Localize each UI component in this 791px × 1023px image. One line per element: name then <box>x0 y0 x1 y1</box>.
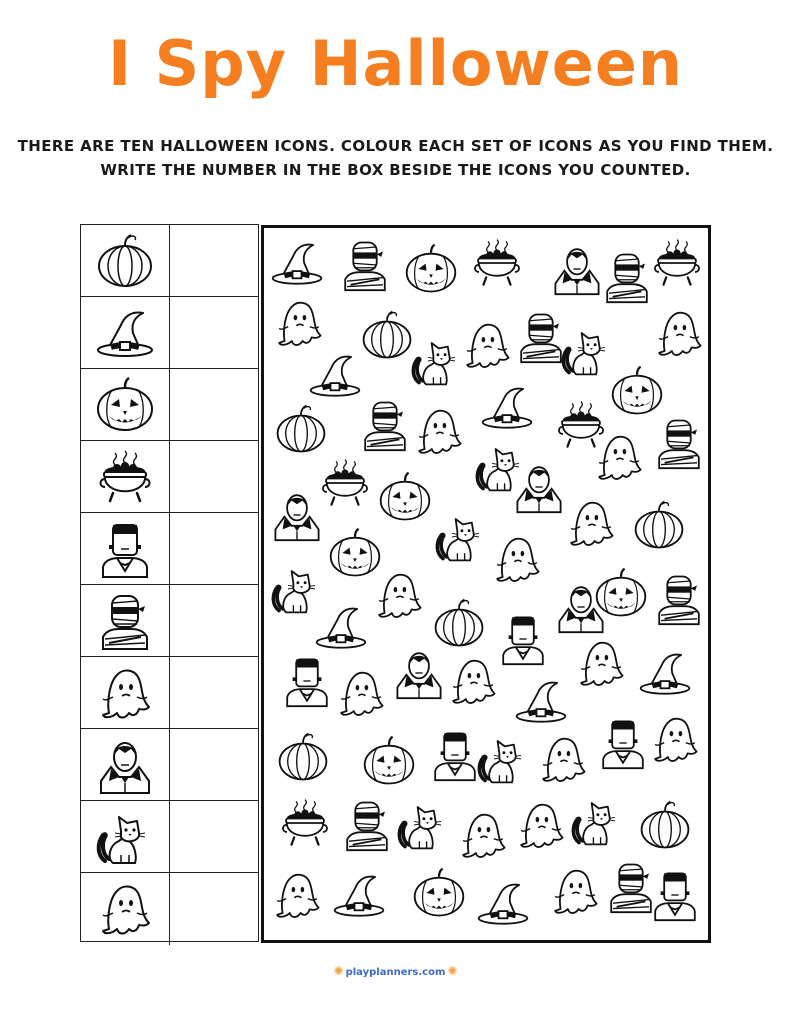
jack-o-lantern-icon[interactable] <box>362 734 416 788</box>
pumpkin-icon <box>95 231 155 291</box>
witch-hat-icon[interactable] <box>514 674 568 728</box>
pumpkin-icon[interactable] <box>638 798 692 852</box>
frankenstein-icon <box>95 519 155 579</box>
count-box-cat[interactable] <box>170 801 258 872</box>
cat-icon <box>95 807 155 867</box>
jack-o-lantern-icon[interactable] <box>594 566 648 620</box>
cauldron-icon[interactable] <box>318 456 372 510</box>
witch-hat-icon[interactable] <box>308 348 362 402</box>
mummy-icon[interactable] <box>358 398 412 452</box>
brand-logo[interactable] <box>326 962 466 980</box>
ghost-icon[interactable] <box>648 712 702 766</box>
jack-o-lantern-icon[interactable] <box>404 242 458 296</box>
pumpkin-icon[interactable] <box>360 308 414 362</box>
ghost-icon[interactable] <box>514 798 568 852</box>
ghost-icon[interactable] <box>270 868 324 922</box>
count-box-jack-o-lantern[interactable] <box>170 369 258 440</box>
ghost-icon <box>95 879 155 939</box>
witch-hat-icon[interactable] <box>476 876 530 930</box>
pumpkin-icon[interactable] <box>274 402 328 456</box>
cauldron-icon[interactable] <box>278 796 332 850</box>
ghost-icon[interactable] <box>460 318 514 372</box>
tally-row-pumpkin <box>81 225 258 297</box>
cat-icon[interactable] <box>476 732 530 786</box>
ghost-icon[interactable] <box>574 636 628 690</box>
vampire-icon[interactable] <box>550 242 604 296</box>
vampire-icon[interactable] <box>512 460 566 514</box>
frankenstein-icon[interactable] <box>428 728 482 782</box>
jack-o-lantern-icon[interactable] <box>378 470 432 524</box>
instructions-line-1: THERE ARE TEN HALLOWEEN ICONS. COLOUR EACH SET OF ICONS AS YOU FIND THEM. <box>17 137 774 155</box>
mummy-icon <box>95 591 155 651</box>
tally-row-frankenstein <box>81 513 258 585</box>
count-box-ghost[interactable] <box>170 657 258 728</box>
cat-icon[interactable] <box>434 510 488 564</box>
count-box-pumpkin[interactable] <box>170 225 258 296</box>
ghost-icon[interactable] <box>446 654 500 708</box>
cauldron-icon[interactable] <box>650 236 704 290</box>
count-box-witch-hat[interactable] <box>170 297 258 368</box>
jack-o-lantern-icon[interactable] <box>610 364 664 418</box>
cat-icon[interactable] <box>396 798 450 852</box>
cauldron-icon[interactable] <box>470 236 524 290</box>
search-field <box>261 225 711 943</box>
vampire-icon[interactable] <box>392 646 446 700</box>
tally-row-cat <box>81 801 258 873</box>
sparkle-icon: ✺ <box>333 964 344 978</box>
tally-row-vampire <box>81 729 258 801</box>
count-box-cauldron[interactable] <box>170 441 258 512</box>
count-box-mummy[interactable] <box>170 585 258 656</box>
jack-o-lantern-icon <box>95 375 155 435</box>
cat-icon[interactable] <box>560 324 614 378</box>
mummy-icon[interactable] <box>340 798 394 852</box>
witch-hat-icon <box>95 303 155 363</box>
witch-hat-icon[interactable] <box>638 646 692 700</box>
pumpkin-icon[interactable] <box>276 730 330 784</box>
page-title: I Spy Halloween <box>107 27 684 100</box>
ghost-icon[interactable] <box>592 430 646 484</box>
ghost-icon <box>95 663 155 723</box>
frankenstein-icon[interactable] <box>648 868 702 922</box>
sparkle-icon: ✺ <box>447 964 458 978</box>
cauldron-icon <box>95 447 155 507</box>
frankenstein-icon[interactable] <box>596 716 650 770</box>
ghost-icon[interactable] <box>536 732 590 786</box>
footer <box>0 960 791 980</box>
frankenstein-icon[interactable] <box>280 654 334 708</box>
jack-o-lantern-icon[interactable] <box>412 866 466 920</box>
count-box-frankenstein[interactable] <box>170 513 258 584</box>
ghost-icon[interactable] <box>548 864 602 918</box>
witch-hat-icon[interactable] <box>270 236 324 290</box>
tally-row-ghost <box>81 657 258 729</box>
mummy-icon[interactable] <box>338 238 392 292</box>
instructions <box>0 134 791 182</box>
tally-row-witch-hat <box>81 297 258 369</box>
ghost-icon[interactable] <box>564 496 618 550</box>
witch-hat-icon[interactable] <box>480 380 534 434</box>
count-box-vampire[interactable] <box>170 729 258 800</box>
ghost-icon[interactable] <box>652 306 706 360</box>
witch-hat-icon[interactable] <box>314 600 368 654</box>
ghost-icon[interactable] <box>372 568 426 622</box>
count-box-ghost-2[interactable] <box>170 873 258 945</box>
cat-icon[interactable] <box>410 334 464 388</box>
ghost-icon[interactable] <box>412 404 466 458</box>
tally-table <box>80 224 259 942</box>
cat-icon[interactable] <box>570 794 624 848</box>
logo-text: playplanners.com <box>345 967 446 978</box>
mummy-icon[interactable] <box>600 250 654 304</box>
tally-row-jack-o-lantern <box>81 369 258 441</box>
witch-hat-icon[interactable] <box>332 868 386 922</box>
mummy-icon[interactable] <box>652 416 706 470</box>
tally-row-cauldron <box>81 441 258 513</box>
mummy-icon[interactable] <box>652 572 706 626</box>
ghost-icon[interactable] <box>456 808 510 862</box>
frankenstein-icon[interactable] <box>496 612 550 666</box>
vampire-icon[interactable] <box>270 488 324 542</box>
pumpkin-icon[interactable] <box>632 498 686 552</box>
ghost-icon[interactable] <box>490 532 544 586</box>
vampire-icon <box>95 735 155 795</box>
instructions-line-2: WRITE THE NUMBER IN THE BOX BESIDE THE ICONS YOU COUNTED. <box>100 161 691 179</box>
tally-row-ghost-2 <box>81 873 258 945</box>
tally-row-mummy <box>81 585 258 657</box>
pumpkin-icon[interactable] <box>432 596 486 650</box>
ghost-icon[interactable] <box>272 296 326 350</box>
ghost-icon[interactable] <box>334 666 388 720</box>
